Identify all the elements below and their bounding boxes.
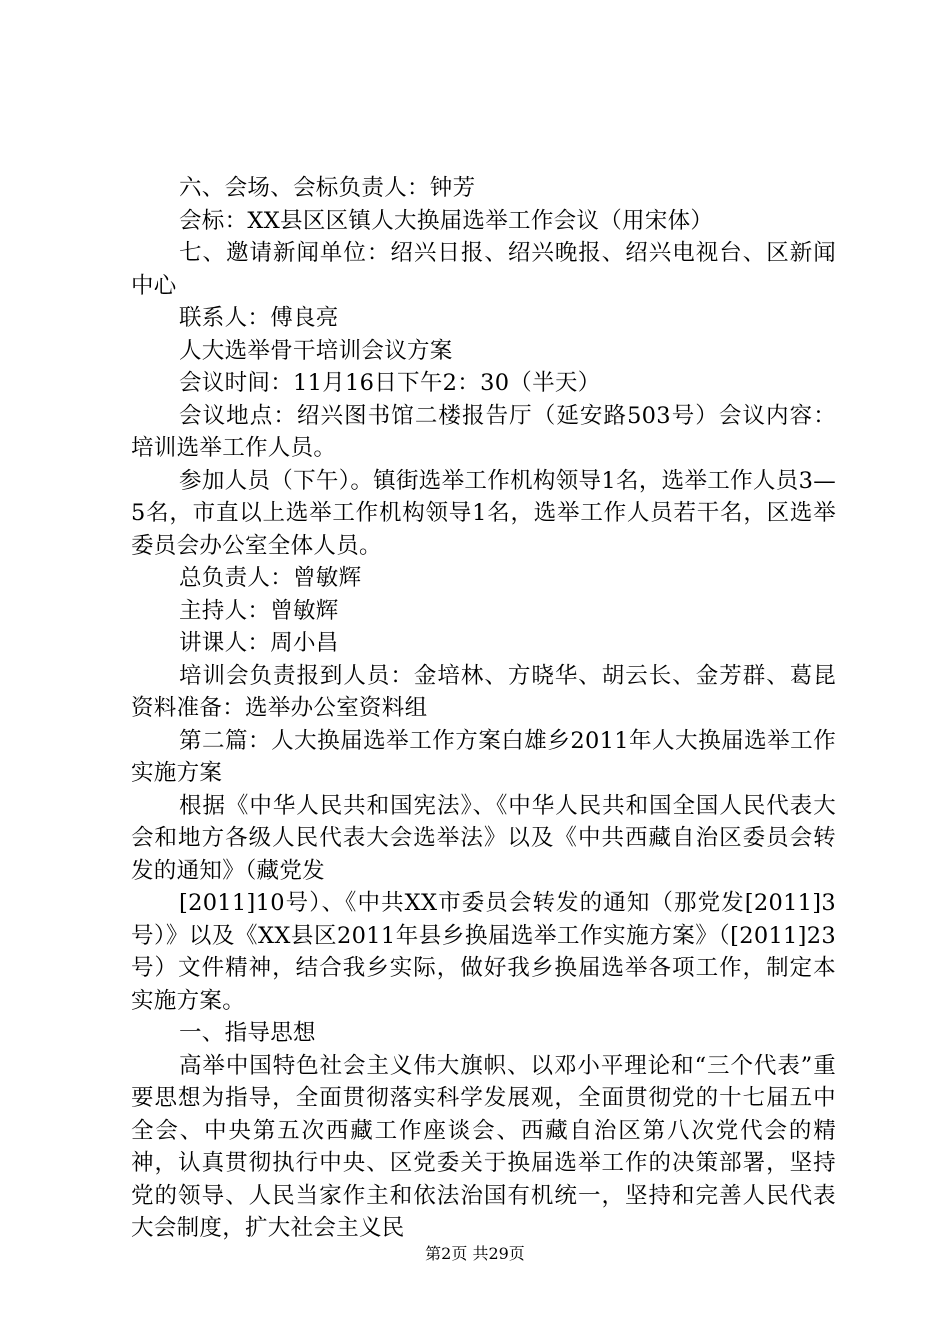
paragraph-second-section-title: 第二篇：人大换届选举工作方案白雄乡2011年人大换届选举工作实施方案	[131, 727, 836, 786]
paragraph-contact: 联系人：傅良亮	[179, 305, 339, 331]
paragraph-lecturer: 讲课人：周小昌	[179, 630, 339, 656]
page-footer: 第2页 共29页	[425, 1244, 525, 1263]
paragraph-venue-owner: 六、会场、会标负责人：钟芳	[179, 175, 476, 201]
paragraph-general-manager: 总负责人：曾敏辉	[179, 565, 362, 591]
paragraph-banner: 会标：XX县区区镇人大换届选举工作会议（用宋体）	[179, 207, 714, 234]
paragraph-meeting-time: 会议时间：11月16日下午2：30（半天）	[179, 370, 601, 396]
paragraph-training-plan-title: 人大选举骨干培训会议方案	[179, 337, 453, 364]
paragraph-guiding-ideology-heading: 一、指导思想	[179, 1020, 316, 1046]
paragraph-legal-basis: 根据《中华人民共和国宪法》、《中华人民共和国全国人民代表大会和地方各级人民代表大会选举法》以及《中共西藏自治区委员会转发的通知》（藏党发	[131, 792, 836, 884]
paragraph-attendees: 参加人员（下午）。镇街选举工作机构领导1名，选举工作人员3—5名，市直以上选举工作机构领导1名，选举工作人员若干名，区选举委员会办公室全体人员。	[131, 467, 836, 559]
paragraph-registration: 培训会负责报到人员：金培林、方晓华、胡云长、金芳群、葛昆资料准备：选举办公室资料组	[131, 662, 836, 721]
document-body	[131, 172, 836, 1245]
paragraph-host: 主持人：曾敏辉	[179, 597, 339, 624]
paragraph-documents: [2011]10号）、《中共XX市委员会转发的通知（那党发[2011]3号）》以及《XX县区2011年县乡换届选举工作实施方案》（[2011]23号）文件精神，结合我乡实际，做好我乡换届选举各项工作，制定本实施方案。	[131, 890, 836, 1014]
paragraph-meeting-location: 会议地点：绍兴图书馆二楼报告厅（延安路503号）会议内容：培训选举工作人员。	[131, 402, 836, 461]
paragraph-invited-media: 七、邀请新闻单位：绍兴日报、绍兴晚报、绍兴电视台、区新闻中心	[131, 240, 836, 299]
paragraph-guiding-ideology: 高举中国特色社会主义伟大旗帜、以邓小平理论和“三个代表”重要思想为指导，全面贯彻落实科学发展观，全面贯彻党的十七届五中全会、中央第五次西藏工作座谈会、西藏自治区第八次党代会的精神，认真贯彻执行中央、区党委关于换届选举工作的决策部署，坚持党的领导、人民当家作主和依法治国有机统一，坚持和完善人民代表大会制度，扩大社会主义民	[131, 1052, 836, 1241]
